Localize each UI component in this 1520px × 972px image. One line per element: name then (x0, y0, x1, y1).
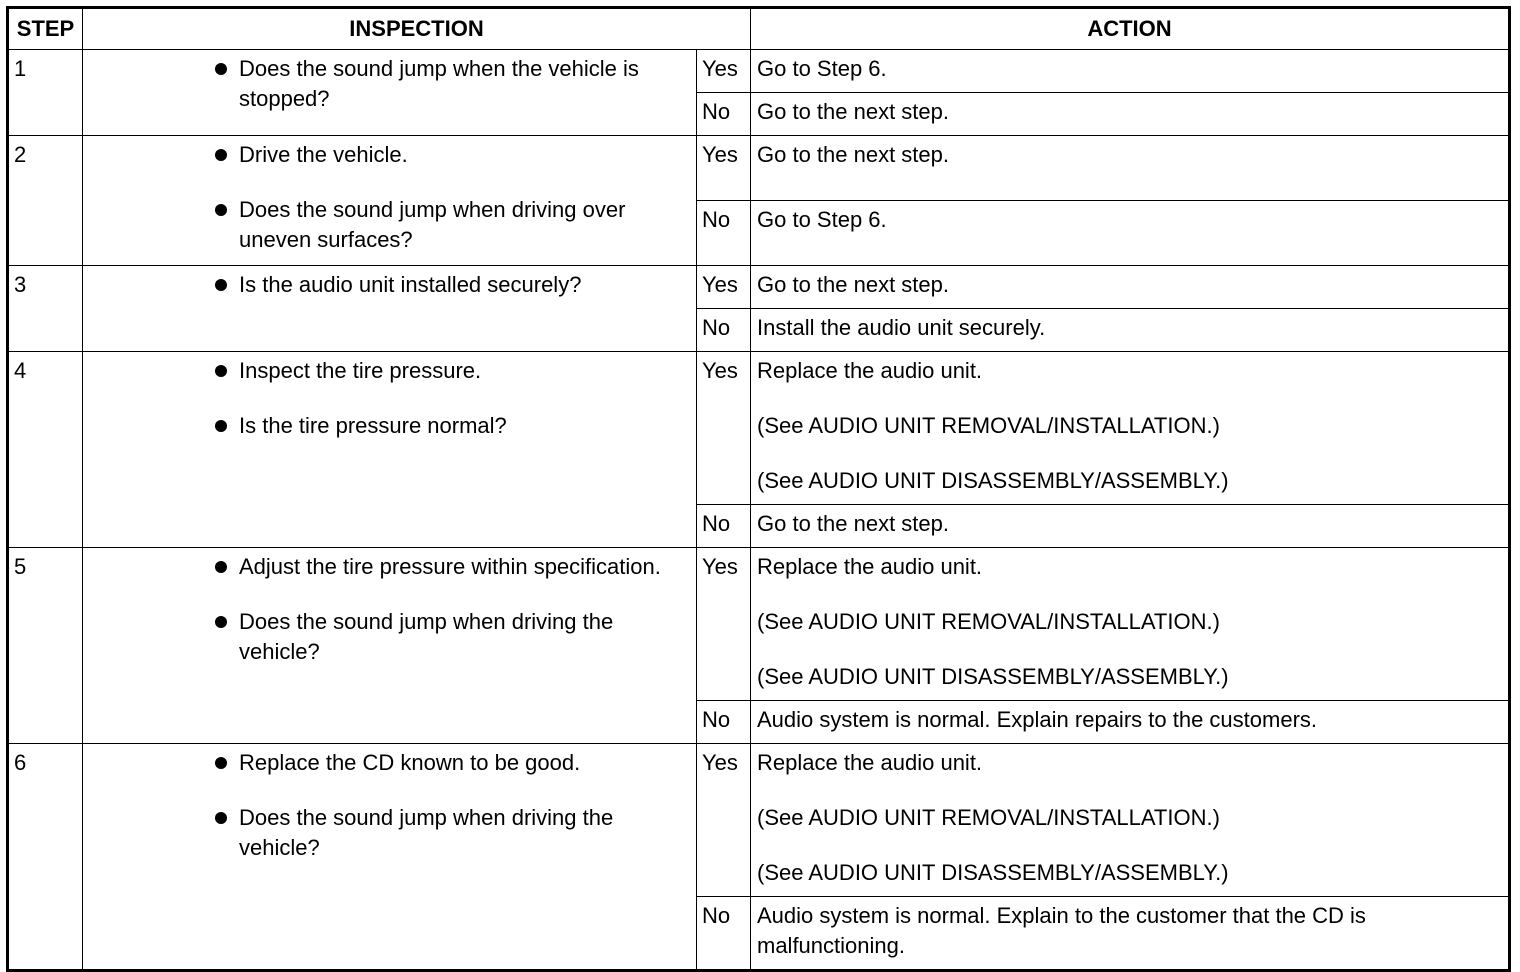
bullet-icon (215, 149, 227, 161)
inspection-cell (83, 136, 697, 266)
inspection-list (83, 552, 690, 667)
table-body (8, 50, 1510, 971)
step-number: 6 (8, 744, 83, 971)
bullet-icon (215, 616, 227, 628)
table-row (8, 548, 1510, 701)
yes-action-cell (751, 548, 1510, 701)
inspection-item (83, 195, 690, 255)
action-text: Replace the audio unit. (757, 750, 983, 775)
table-header-row (8, 8, 1510, 50)
action-text: Go to the next step. (757, 511, 950, 536)
no-label: No (697, 505, 751, 548)
bullet-icon (215, 204, 227, 216)
no-label: No (697, 309, 751, 352)
yes-action-cell (751, 50, 1510, 93)
step-number: 1 (8, 50, 83, 136)
action-text: Audio system is normal. Explain to the customer that the CD is malfunctioning. (757, 903, 1366, 958)
inspection-text: Is the tire pressure normal? (239, 413, 507, 438)
yes-label: Yes (697, 266, 751, 309)
inspection-cell (83, 266, 697, 352)
step-number: 3 (8, 266, 83, 352)
inspection-item (83, 607, 690, 667)
step-number: 4 (8, 352, 83, 548)
header-step: STEP (8, 8, 83, 50)
action-text: (See AUDIO UNIT DISASSEMBLY/ASSEMBLY.) (757, 860, 1229, 885)
no-label: No (697, 201, 751, 266)
yes-label: Yes (697, 136, 751, 201)
inspection-text: Does the sound jump when driving over uneven surfaces? (239, 197, 626, 252)
action-text: Audio system is normal. Explain repairs to the customers. (757, 707, 1318, 732)
step-number: 2 (8, 136, 83, 266)
no-action-cell (751, 505, 1510, 548)
yes-label: Yes (697, 50, 751, 93)
inspection-cell (83, 50, 697, 136)
bullet-icon (215, 812, 227, 824)
inspection-list (83, 356, 690, 441)
inspection-item (83, 356, 690, 386)
inspection-text: Does the sound jump when driving the vehicle? (239, 609, 614, 664)
yes-action-cell (751, 266, 1510, 309)
bullet-icon (215, 365, 227, 377)
no-action-cell (751, 93, 1510, 136)
yes-action-cell (751, 136, 1510, 201)
action-text: Replace the audio unit. (757, 554, 983, 579)
table-row (8, 50, 1510, 93)
bullet-icon (215, 757, 227, 769)
action-text: Go to the next step. (757, 272, 950, 297)
action-text: Go to Step 6. (757, 207, 887, 232)
action-text: Go to Step 6. (757, 56, 887, 81)
table-row (8, 352, 1510, 505)
inspection-text: Is the audio unit installed securely? (239, 272, 582, 297)
inspection-list (83, 140, 690, 255)
yes-label: Yes (697, 548, 751, 701)
no-action-cell (751, 201, 1510, 266)
inspection-list (83, 270, 690, 300)
diagnostic-table (6, 6, 1511, 972)
bullet-icon (215, 279, 227, 291)
no-action-cell (751, 701, 1510, 744)
action-text: Go to the next step. (757, 99, 950, 124)
yes-action-cell (751, 744, 1510, 897)
yes-label: Yes (697, 352, 751, 505)
no-action-cell (751, 309, 1510, 352)
yes-action-cell (751, 352, 1510, 505)
inspection-text: Replace the CD known to be good. (239, 750, 581, 775)
action-text: (See AUDIO UNIT REMOVAL/INSTALLATION.) (757, 609, 1220, 634)
yes-label: Yes (697, 744, 751, 897)
no-label: No (697, 701, 751, 744)
table-row (8, 136, 1510, 201)
inspection-text: Does the sound jump when driving the vehicle? (239, 805, 614, 860)
inspection-item (83, 552, 690, 582)
table-row (8, 266, 1510, 309)
inspection-item (83, 748, 690, 778)
inspection-cell (83, 744, 697, 971)
header-action: ACTION (751, 8, 1510, 50)
inspection-item (83, 54, 690, 114)
table-row (8, 744, 1510, 897)
inspection-item (83, 270, 690, 300)
action-text: (See AUDIO UNIT REMOVAL/INSTALLATION.) (757, 805, 1220, 830)
inspection-list (83, 748, 690, 863)
inspection-list (83, 54, 690, 114)
bullet-icon (215, 420, 227, 432)
inspection-item (83, 140, 690, 170)
action-text: Go to the next step. (757, 142, 950, 167)
no-label: No (697, 897, 751, 971)
inspection-text: Adjust the tire pressure within specification. (239, 554, 661, 579)
inspection-item (83, 411, 690, 441)
inspection-text: Drive the vehicle. (239, 142, 408, 167)
inspection-cell (83, 548, 697, 744)
step-number: 5 (8, 548, 83, 744)
no-action-cell (751, 897, 1510, 971)
bullet-icon (215, 63, 227, 75)
inspection-text: Does the sound jump when the vehicle is stopped? (239, 56, 639, 111)
action-text: (See AUDIO UNIT REMOVAL/INSTALLATION.) (757, 413, 1220, 438)
inspection-text: Inspect the tire pressure. (239, 358, 482, 383)
action-text: (See AUDIO UNIT DISASSEMBLY/ASSEMBLY.) (757, 468, 1229, 493)
inspection-cell (83, 352, 697, 548)
inspection-item (83, 803, 690, 863)
action-text: Install the audio unit securely. (757, 315, 1046, 340)
bullet-icon (215, 561, 227, 573)
no-label: No (697, 93, 751, 136)
header-inspection: INSPECTION (83, 8, 751, 50)
action-text: Replace the audio unit. (757, 358, 983, 383)
action-text: (See AUDIO UNIT DISASSEMBLY/ASSEMBLY.) (757, 664, 1229, 689)
